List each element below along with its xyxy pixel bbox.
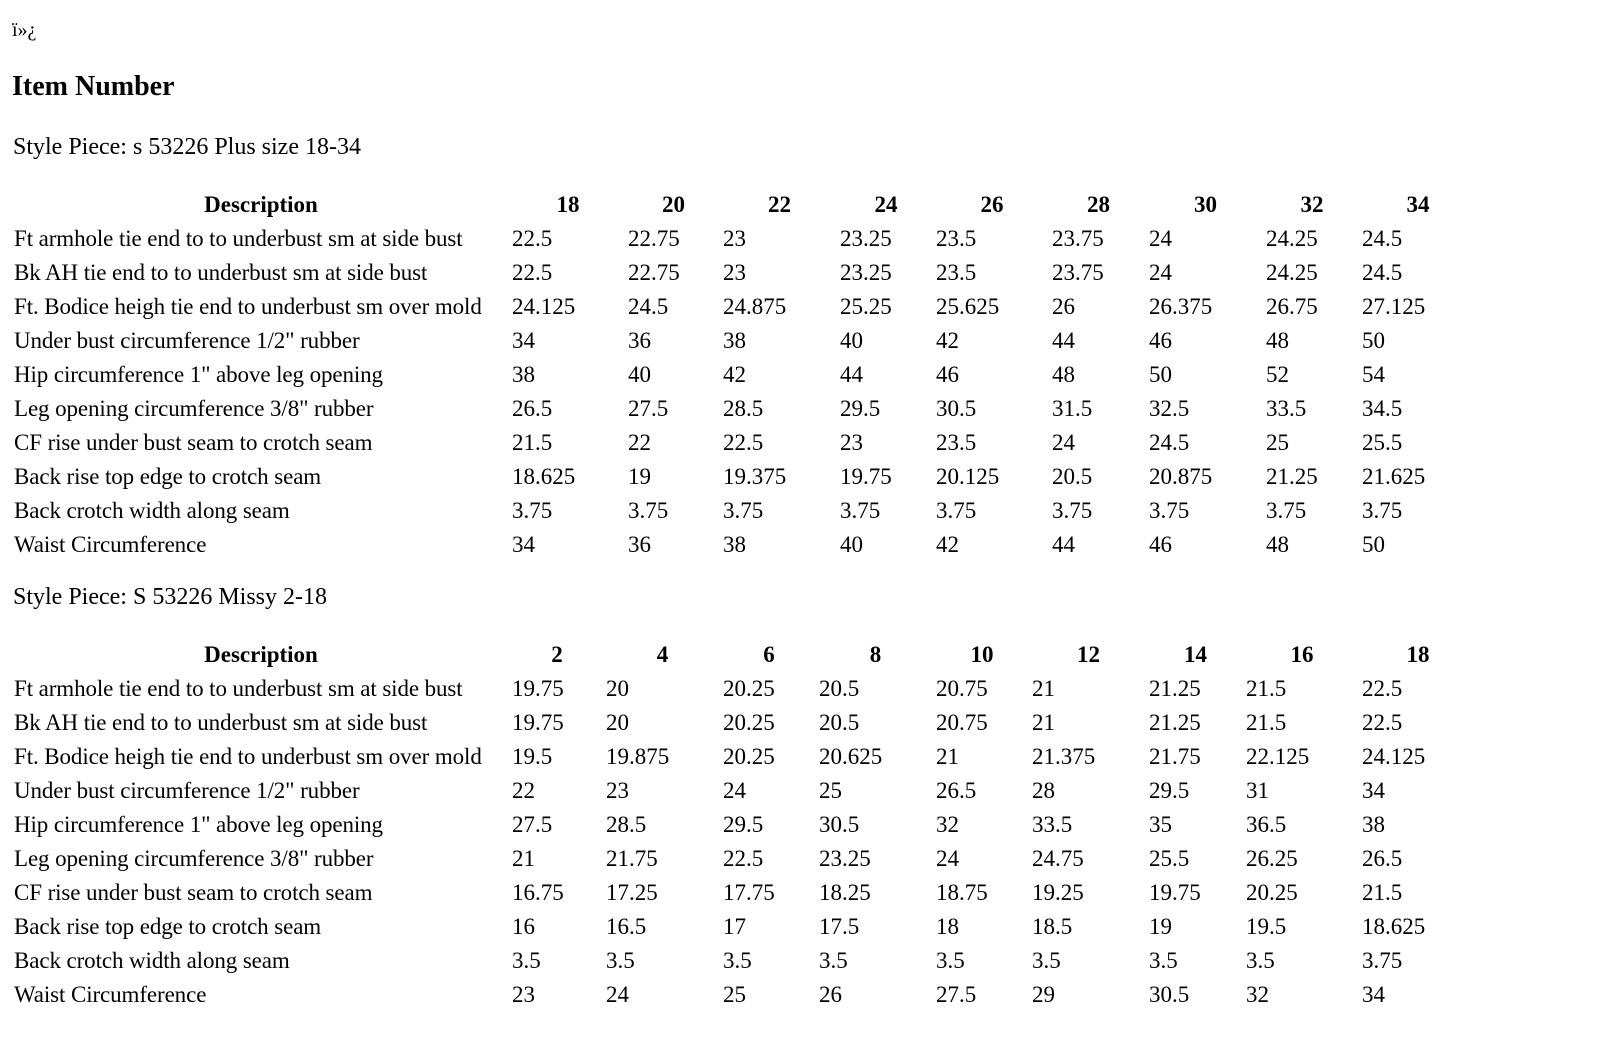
measurement-description: Back crotch width along seam (14, 498, 290, 523)
style-piece-label-plus: Style Piece: s 53226 Plus size 18-34 (13, 134, 361, 160)
measurement-value: 19.875 (606, 744, 670, 769)
column-header-description: Description (204, 192, 318, 217)
measurement-value: 26.5 (936, 778, 977, 803)
column-header-size: 6 (763, 642, 775, 667)
measurement-value: 29.5 (723, 812, 764, 837)
measurement-value: 28.5 (606, 812, 647, 837)
measurement-value: 22.5 (1362, 676, 1403, 701)
table-row (10, 358, 1474, 392)
measurement-value: 23.25 (819, 846, 871, 871)
measurement-value: 28.5 (723, 396, 764, 421)
measurement-value: 34.5 (1362, 396, 1403, 421)
measurement-description: Back crotch width along seam (14, 948, 290, 973)
measurement-value: 50 (1362, 532, 1385, 557)
measurement-value: 31.5 (1052, 396, 1093, 421)
measurement-value: 18.625 (1362, 914, 1426, 939)
measurement-value: 46 (936, 362, 959, 387)
measurement-value: 20.5 (1052, 464, 1093, 489)
measurement-value: 22.125 (1246, 744, 1310, 769)
table-row (10, 222, 1474, 256)
measurement-value: 21.25 (1266, 464, 1318, 489)
column-header-size: 20 (662, 192, 685, 217)
measurement-value: 23.25 (840, 260, 892, 285)
measurement-description: Back rise top edge to crotch seam (14, 914, 322, 939)
measurement-value: 20.25 (723, 744, 775, 769)
measurement-value: 38 (723, 532, 746, 557)
table-row (10, 944, 1474, 978)
measurement-value: 34 (1362, 982, 1385, 1007)
measurement-value: 24.25 (1266, 226, 1318, 251)
measurement-value: 26.25 (1246, 846, 1298, 871)
measurement-value: 30.5 (819, 812, 860, 837)
measurement-value: 22.75 (628, 226, 680, 251)
measurement-value: 3.5 (1246, 948, 1275, 973)
measurement-value: 3.5 (512, 948, 541, 973)
measurement-value: 19.375 (723, 464, 787, 489)
measurement-value: 17.25 (606, 880, 658, 905)
measurement-value: 3.75 (1362, 948, 1403, 973)
measurement-value: 31 (1246, 778, 1269, 803)
measurement-value: 19.75 (512, 676, 564, 701)
measurement-value: 25.5 (1149, 846, 1190, 871)
measurement-value: 23.5 (936, 226, 977, 251)
measurement-value: 3.75 (1052, 498, 1093, 523)
measurement-value: 22.5 (1362, 710, 1403, 735)
column-header-size: 32 (1300, 192, 1324, 217)
measurement-value: 38 (512, 362, 535, 387)
measurement-value: 27.125 (1362, 294, 1426, 319)
measurement-description: Under bust circumference 1/2" rubber (14, 778, 360, 803)
measurement-value: 44 (840, 362, 863, 387)
measurement-value: 32 (936, 812, 959, 837)
measurement-value: 24 (1052, 430, 1075, 455)
column-header-size: 10 (970, 642, 994, 667)
measurement-value: 21 (512, 846, 535, 871)
measurement-value: 50 (1149, 362, 1172, 387)
table-row (10, 808, 1474, 842)
measurement-value: 23.5 (936, 430, 977, 455)
measurement-value: 3.5 (1032, 948, 1061, 973)
measurement-value: 20.25 (723, 710, 775, 735)
table-row (10, 774, 1474, 808)
measurement-value: 29 (1032, 982, 1055, 1007)
measurement-value: 21.5 (1246, 676, 1287, 701)
measurement-value: 18.625 (512, 464, 576, 489)
measurement-value: 24.5 (1362, 226, 1403, 251)
measurement-value: 42 (936, 532, 959, 557)
table-row (10, 706, 1474, 740)
measurement-value: 36.5 (1246, 812, 1287, 837)
measurement-value: 48 (1266, 328, 1289, 353)
measurement-value: 21.375 (1032, 744, 1096, 769)
measurement-value: 17 (723, 914, 746, 939)
measurement-description: CF rise under bust seam to crotch seam (14, 430, 373, 455)
measurement-value: 28 (1032, 778, 1055, 803)
measurement-value: 21.75 (1149, 744, 1201, 769)
measurement-value: 21.5 (1362, 880, 1403, 905)
measurement-description: Waist Circumference (14, 532, 207, 557)
measurement-value: 24.875 (723, 294, 787, 319)
measurement-value: 24.5 (1362, 260, 1403, 285)
measurement-value: 22.5 (512, 226, 553, 251)
column-header-size: 14 (1184, 642, 1207, 667)
measurement-value: 20.75 (936, 710, 988, 735)
measurement-value: 18.25 (819, 880, 871, 905)
table-row (10, 494, 1474, 528)
measurement-description: Ft. Bodice heigh tie end to underbust sm over mold (14, 294, 482, 319)
measurement-value: 22 (628, 430, 651, 455)
measurement-value: 20 (606, 710, 629, 735)
measurement-value: 40 (840, 328, 863, 353)
measurement-value: 3.75 (512, 498, 553, 523)
measurement-description: Back rise top edge to crotch seam (14, 464, 322, 489)
measurement-value: 3.5 (936, 948, 965, 973)
measurement-value: 20.5 (819, 710, 860, 735)
measurement-value: 23 (840, 430, 863, 455)
column-header-size: 34 (1406, 192, 1430, 217)
measurement-value: 17.75 (723, 880, 775, 905)
measurement-value: 3.5 (606, 948, 635, 973)
measurement-value: 19.75 (1149, 880, 1201, 905)
measurement-value: 16.5 (606, 914, 647, 939)
measurement-value: 16 (512, 914, 535, 939)
column-header-size: 16 (1290, 642, 1314, 667)
measurement-value: 44 (1052, 532, 1075, 557)
measurement-description: Bk AH tie end to to underbust sm at side bust (14, 710, 428, 735)
measurement-value: 25.5 (1362, 430, 1403, 455)
measurement-value: 19.5 (512, 744, 553, 769)
measurement-value: 21.5 (512, 430, 553, 455)
measurement-value: 26.375 (1149, 294, 1213, 319)
measurement-description: Waist Circumference (14, 982, 207, 1007)
measurement-description: Leg opening circumference 3/8" rubber (14, 846, 374, 871)
measurement-value: 25.25 (840, 294, 892, 319)
page-title: Item Number (12, 71, 175, 102)
measurement-value: 20.5 (819, 676, 860, 701)
measurement-value: 3.5 (1149, 948, 1178, 973)
measurement-value: 34 (512, 328, 535, 353)
table-row (10, 842, 1474, 876)
column-header-size: 4 (656, 642, 669, 667)
measurement-value: 23.25 (840, 226, 892, 251)
measurement-value: 3.75 (628, 498, 669, 523)
measurement-value: 24 (936, 846, 959, 871)
measurement-value: 20.875 (1149, 464, 1213, 489)
measurement-value: 21.5 (1246, 710, 1287, 735)
measurement-value: 26.75 (1266, 294, 1318, 319)
measurement-value: 44 (1052, 328, 1075, 353)
measurement-value: 20 (606, 676, 629, 701)
column-header-size: 26 (980, 192, 1004, 217)
measurement-value: 25.625 (936, 294, 1000, 319)
measurement-value: 27.5 (628, 396, 669, 421)
table-row (10, 324, 1474, 358)
measurement-value: 21 (1032, 676, 1055, 701)
measurement-value: 18.75 (936, 880, 988, 905)
table-row (10, 256, 1474, 290)
measurement-value: 3.5 (723, 948, 752, 973)
measurement-value: 18.5 (1032, 914, 1073, 939)
measurement-value: 26.5 (512, 396, 553, 421)
measurement-value: 38 (1362, 812, 1385, 837)
measurement-value: 46 (1149, 328, 1172, 353)
measurement-value: 32.5 (1149, 396, 1190, 421)
measurement-value: 32 (1246, 982, 1269, 1007)
measurement-description: Leg opening circumference 3/8" rubber (14, 396, 374, 421)
measurement-value: 21.75 (606, 846, 658, 871)
measurement-value: 25 (819, 778, 842, 803)
measurement-value: 30.5 (1149, 982, 1190, 1007)
measurement-value: 23.75 (1052, 260, 1104, 285)
measurement-description: CF rise under bust seam to crotch seam (14, 880, 373, 905)
column-header-size: 28 (1087, 192, 1110, 217)
measurement-value: 26 (819, 982, 842, 1007)
measurement-value: 20.25 (1246, 880, 1298, 905)
measurement-value: 23 (512, 982, 535, 1007)
measurement-value: 22.5 (723, 430, 764, 455)
column-header-size: 2 (551, 642, 563, 667)
measurement-description: Bk AH tie end to to underbust sm at side bust (14, 260, 428, 285)
measurement-value: 54 (1362, 362, 1385, 387)
measurement-value: 34 (1362, 778, 1385, 803)
measurement-value: 19.25 (1032, 880, 1084, 905)
measurement-value: 27.5 (512, 812, 553, 837)
measurement-value: 3.75 (723, 498, 764, 523)
column-header-size: 22 (768, 192, 791, 217)
measurement-value: 16.75 (512, 880, 564, 905)
measurement-value: 42 (936, 328, 959, 353)
measurement-value: 30.5 (936, 396, 977, 421)
measurement-value: 38 (723, 328, 746, 353)
measurement-value: 19 (628, 464, 651, 489)
measurement-value: 22.5 (723, 846, 764, 871)
table-row (10, 672, 1474, 706)
measurement-value: 24 (1149, 260, 1172, 285)
measurement-value: 35 (1149, 812, 1172, 837)
column-header-size: 12 (1077, 642, 1100, 667)
column-header-size: 8 (869, 642, 882, 667)
measurement-value: 3.75 (1266, 498, 1307, 523)
measurement-value: 52 (1266, 362, 1289, 387)
measurement-description: Under bust circumference 1/2" rubber (14, 328, 360, 353)
measurement-value: 22.5 (512, 260, 553, 285)
table-row (10, 426, 1474, 460)
measurement-value: 46 (1149, 532, 1172, 557)
measurement-value: 48 (1052, 362, 1075, 387)
measurement-value: 3.75 (936, 498, 977, 523)
measurement-description: Ft armhole tie end to to underbust sm at side bust (14, 676, 463, 701)
measurement-value: 40 (840, 532, 863, 557)
measurement-value: 36 (628, 328, 651, 353)
measurement-value: 33.5 (1032, 812, 1073, 837)
measurement-value: 25 (1266, 430, 1289, 455)
table-row (10, 910, 1474, 944)
measurement-value: 27.5 (936, 982, 977, 1007)
spec-table-missy (10, 638, 1474, 1012)
measurement-value: 24 (1149, 226, 1172, 251)
measurement-value: 19.5 (1246, 914, 1287, 939)
measurement-value: 24.25 (1266, 260, 1318, 285)
measurement-value: 3.5 (819, 948, 848, 973)
measurement-description: Hip circumference 1" above leg opening (14, 812, 383, 837)
measurement-value: 20.75 (936, 676, 988, 701)
measurement-value: 36 (628, 532, 651, 557)
measurement-value: 21 (936, 744, 959, 769)
measurement-value: 50 (1362, 328, 1385, 353)
column-header-size: 30 (1194, 192, 1217, 217)
measurement-value: 24.75 (1032, 846, 1084, 871)
measurement-value: 3.75 (840, 498, 881, 523)
measurement-value: 19 (1149, 914, 1172, 939)
measurement-value: 26 (1052, 294, 1075, 319)
measurement-value: 23.5 (936, 260, 977, 285)
measurement-value: 19.75 (512, 710, 564, 735)
measurement-value: 25 (723, 982, 746, 1007)
measurement-value: 21.625 (1362, 464, 1426, 489)
table-row (10, 528, 1474, 562)
measurement-value: 24.125 (1362, 744, 1426, 769)
measurement-description: Ft armhole tie end to to underbust sm at side bust (14, 226, 463, 251)
table-header-row (10, 638, 1474, 672)
measurement-value: 24.5 (628, 294, 669, 319)
measurement-value: 18 (936, 914, 959, 939)
table-row (10, 392, 1474, 426)
measurement-value: 20.625 (819, 744, 883, 769)
table-header-row (10, 188, 1474, 222)
column-header-size: 18 (1406, 642, 1430, 667)
measurement-value: 23 (606, 778, 629, 803)
measurement-value: 17.5 (819, 914, 860, 939)
measurement-value: 26.5 (1362, 846, 1403, 871)
measurement-value: 24 (606, 982, 629, 1007)
table-row (10, 290, 1474, 324)
measurement-value: 23 (723, 260, 746, 285)
measurement-value: 40 (628, 362, 651, 387)
measurement-value: 24.5 (1149, 430, 1190, 455)
measurement-value: 29.5 (1149, 778, 1190, 803)
table-row (10, 460, 1474, 494)
measurement-value: 20.125 (936, 464, 1000, 489)
style-piece-label-missy: Style Piece: S 53226 Missy 2-18 (13, 584, 328, 610)
measurement-value: 20.25 (723, 676, 775, 701)
table-row (10, 740, 1474, 774)
measurement-value: 21.25 (1149, 710, 1201, 735)
table-row (10, 876, 1474, 910)
measurement-value: 21.25 (1149, 676, 1201, 701)
measurement-value: 23 (723, 226, 746, 251)
measurement-value: 48 (1266, 532, 1289, 557)
measurement-description: Ft. Bodice heigh tie end to underbust sm over mold (14, 744, 482, 769)
measurement-value: 23.75 (1052, 226, 1104, 251)
measurement-value: 3.75 (1149, 498, 1190, 523)
column-header-size: 24 (874, 192, 898, 217)
measurement-value: 24 (723, 778, 746, 803)
measurement-value: 22 (512, 778, 535, 803)
measurement-value: 3.75 (1362, 498, 1403, 523)
measurement-value: 24.125 (512, 294, 576, 319)
column-header-size: 18 (556, 192, 580, 217)
measurement-value: 21 (1032, 710, 1055, 735)
measurement-value: 29.5 (840, 396, 881, 421)
measurement-value: 33.5 (1266, 396, 1307, 421)
measurement-value: 34 (512, 532, 535, 557)
measurement-value: 22.75 (628, 260, 680, 285)
measurement-value: 19.75 (840, 464, 892, 489)
column-header-description: Description (204, 642, 318, 667)
measurement-description: Hip circumference 1" above leg opening (14, 362, 383, 387)
table-row (10, 978, 1474, 1012)
spec-table-plus (10, 188, 1474, 562)
encoding-artifact-text: ï»¿ (12, 19, 37, 41)
measurement-value: 42 (723, 362, 746, 387)
